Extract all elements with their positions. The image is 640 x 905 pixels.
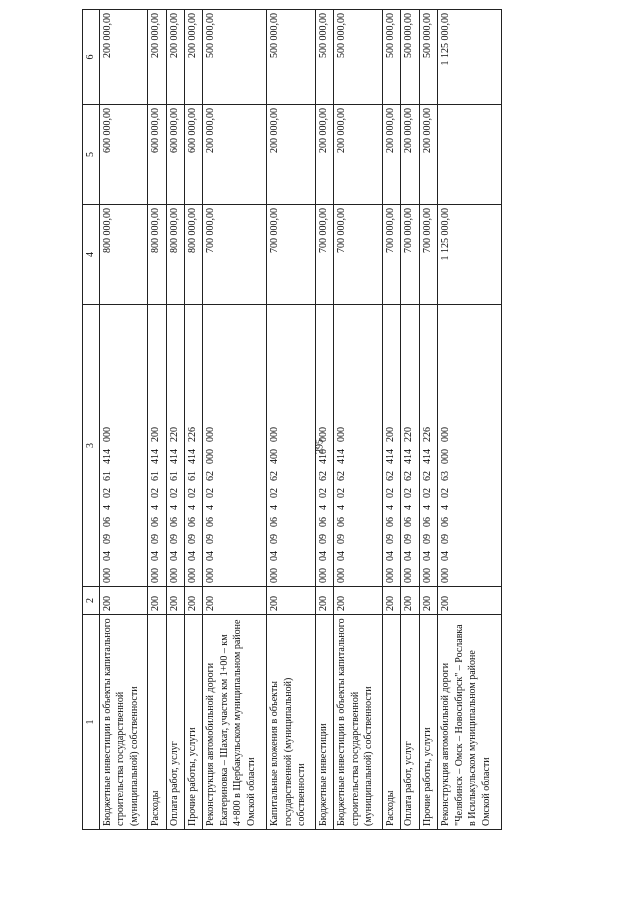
code-segment: 4 — [168, 505, 180, 510]
table-row — [401, 10, 419, 830]
header-col-5: 5 — [83, 105, 100, 205]
table-row — [334, 10, 383, 830]
code-segment: 414 — [101, 449, 113, 464]
code-segment: 220 — [403, 427, 415, 442]
code-segment: 000 — [101, 427, 113, 442]
code-segment: 04 — [205, 551, 217, 561]
row-v5: 600 000,00 — [99, 105, 148, 205]
code-segment: 09 — [421, 534, 433, 544]
code-segment: 000 — [317, 427, 329, 442]
code-segment: 000 — [440, 568, 452, 583]
row-v6: 500 000,00 — [315, 10, 333, 105]
row-col2: 200 — [203, 587, 267, 615]
row-v4: 800 000,00 — [99, 205, 148, 305]
row-col2: 200 — [267, 587, 316, 615]
code-segment: 4 — [421, 505, 433, 510]
code-segment: 02 — [403, 488, 415, 498]
code-segment: 62 — [336, 471, 348, 481]
code-segment: 000 — [336, 427, 348, 442]
table-row — [382, 10, 400, 830]
code-segment: 000 — [403, 568, 415, 583]
row-code — [334, 305, 383, 587]
row-code — [166, 305, 184, 587]
code-segment: 06 — [205, 517, 217, 527]
code-segment: 02 — [101, 488, 113, 498]
code-segment: 06 — [384, 517, 396, 527]
code-segment: 400 — [269, 449, 281, 464]
row-name: Бюджетные инвестиции — [315, 615, 333, 830]
code-segment: 61 — [101, 471, 113, 481]
code-segment: 02 — [421, 488, 433, 498]
code-segment: 62 — [421, 471, 433, 481]
code-segment: 09 — [440, 534, 452, 544]
code-segment: 04 — [403, 551, 415, 561]
row-code — [419, 305, 437, 587]
code-segment: 62 — [317, 471, 329, 481]
row-code — [315, 305, 333, 587]
row-v4: 700 000,00 — [419, 205, 437, 305]
code-segment: 06 — [403, 517, 415, 527]
row-code — [203, 305, 267, 587]
row-v5 — [438, 105, 502, 205]
row-v5: 600 000,00 — [148, 105, 166, 205]
row-v4: 800 000,00 — [185, 205, 203, 305]
row-code — [99, 305, 148, 587]
code-segment: 06 — [336, 517, 348, 527]
code-segment: 4 — [101, 505, 113, 510]
row-name: Оплата работ, услуг — [166, 615, 184, 830]
code-segment: 02 — [168, 488, 180, 498]
code-segment: 06 — [168, 517, 180, 527]
code-segment: 04 — [440, 551, 452, 561]
code-segment: 414 — [421, 449, 433, 464]
row-col2: 200 — [382, 587, 400, 615]
code-segment: 02 — [317, 488, 329, 498]
code-segment: 09 — [403, 534, 415, 544]
row-name: Прочие работы, услуги — [419, 615, 437, 830]
table-body — [99, 10, 502, 830]
code-segment: 000 — [317, 568, 329, 583]
code-segment: 09 — [101, 534, 113, 544]
row-v6: 200 000,00 — [166, 10, 184, 105]
row-col2: 200 — [401, 587, 419, 615]
code-segment: 09 — [187, 534, 198, 544]
code-segment: 000 — [269, 568, 281, 583]
row-v6: 500 000,00 — [382, 10, 400, 105]
row-v4: 700 000,00 — [382, 205, 400, 305]
table-row — [185, 10, 203, 830]
header-col-1: 1 — [83, 615, 100, 830]
row-code — [438, 305, 502, 587]
row-name: Оплата работ, услуг — [401, 615, 419, 830]
row-name: Расходы — [148, 615, 166, 830]
code-segment: 04 — [168, 551, 180, 561]
code-segment: 02 — [440, 488, 452, 498]
row-v6: 1 125 000,00 — [438, 10, 502, 105]
code-segment: 02 — [269, 488, 281, 498]
row-code — [382, 305, 400, 587]
code-segment: 62 — [205, 471, 217, 481]
code-segment: 414 — [384, 449, 396, 464]
header-col-3: 3 — [83, 305, 100, 587]
row-v4: 700 000,00 — [401, 205, 419, 305]
table-row — [419, 10, 437, 830]
code-segment: 414 — [150, 449, 162, 464]
code-segment: 4 — [384, 505, 396, 510]
code-segment: 000 — [150, 568, 162, 583]
code-segment: 61 — [187, 471, 198, 481]
code-segment: 62 — [403, 471, 415, 481]
code-segment: 02 — [336, 488, 348, 498]
code-segment: 04 — [101, 551, 113, 561]
code-segment: 06 — [440, 517, 452, 527]
code-segment: 000 — [269, 427, 281, 442]
code-segment: 000 — [205, 568, 217, 583]
row-v5: 200 000,00 — [419, 105, 437, 205]
row-col2: 200 — [438, 587, 502, 615]
row-v6: 500 000,00 — [401, 10, 419, 105]
code-segment: 04 — [317, 551, 329, 561]
code-segment: 4 — [336, 505, 348, 510]
code-segment: 09 — [384, 534, 396, 544]
row-name: Капитальные вложения в объекты государственной (муниципальной) собственности — [267, 615, 316, 830]
header-col-2: 2 — [83, 587, 100, 615]
code-segment: 410 — [317, 449, 329, 464]
row-v4: 800 000,00 — [148, 205, 166, 305]
row-v5: 200 000,00 — [315, 105, 333, 205]
code-segment: 000 — [101, 568, 113, 583]
code-segment: 04 — [421, 551, 433, 561]
row-name: Бюджетные инвестиции в объекты капитального строительства государственной (муниципальной) собственности — [99, 615, 148, 830]
code-segment: 000 — [384, 568, 396, 583]
row-name: Прочие работы, услуги — [185, 615, 203, 830]
table-row — [203, 10, 267, 830]
page-number: 295 — [314, 439, 326, 454]
code-segment: 414 — [187, 449, 198, 464]
code-segment: 04 — [187, 551, 198, 561]
code-segment: 414 — [336, 449, 348, 464]
row-col2: 200 — [99, 587, 148, 615]
row-name: Бюджетные инвестиции в объекты капитального строительства государственной (муниципальной) собственности — [334, 615, 383, 830]
code-segment: 4 — [317, 505, 329, 510]
row-v6: 200 000,00 — [99, 10, 148, 105]
code-segment: 62 — [269, 471, 281, 481]
row-v5: 200 000,00 — [382, 105, 400, 205]
code-segment: 02 — [384, 488, 396, 498]
row-v6: 500 000,00 — [334, 10, 383, 105]
row-v6: 200 000,00 — [185, 10, 203, 105]
table-row — [315, 10, 333, 830]
row-v5: 600 000,00 — [185, 105, 203, 205]
row-v5: 600 000,00 — [166, 105, 184, 205]
header-col-6: 6 — [83, 10, 100, 105]
row-code — [401, 305, 419, 587]
table-row — [99, 10, 148, 830]
table-row — [166, 10, 184, 830]
row-col2: 200 — [185, 587, 203, 615]
row-v5: 200 000,00 — [334, 105, 383, 205]
code-segment: 220 — [168, 427, 180, 442]
budget-table — [82, 9, 502, 830]
code-segment: 09 — [168, 534, 180, 544]
code-segment: 4 — [269, 505, 281, 510]
code-segment: 62 — [384, 471, 396, 481]
code-segment: 414 — [168, 449, 180, 464]
code-segment: 09 — [205, 534, 217, 544]
budget-table-container — [82, 10, 502, 830]
row-v4: 1 125 000,00 — [438, 205, 502, 305]
code-segment: 04 — [269, 551, 281, 561]
code-segment: 06 — [187, 517, 198, 527]
row-v6: 500 000,00 — [267, 10, 316, 105]
row-code — [148, 305, 166, 587]
code-segment: 4 — [150, 505, 162, 510]
code-segment: 61 — [168, 471, 180, 481]
code-segment: 09 — [150, 534, 162, 544]
code-segment: 000 — [168, 568, 180, 583]
code-segment: 000 — [440, 449, 452, 464]
code-segment: 09 — [269, 534, 281, 544]
code-segment: 06 — [269, 517, 281, 527]
row-col2: 200 — [419, 587, 437, 615]
code-segment: 000 — [421, 568, 433, 583]
code-segment: 61 — [150, 471, 162, 481]
code-segment: 000 — [440, 427, 452, 442]
row-v6: 200 000,00 — [148, 10, 166, 105]
code-segment: 09 — [317, 534, 329, 544]
row-code — [267, 305, 316, 587]
code-segment: 06 — [150, 517, 162, 527]
row-name: Реконструкция автомобильной дороги "Челябинск – Омск – Новосибирск" – Рославка в Исилькульском муниципальном районе Омской области — [438, 615, 502, 830]
row-col2: 200 — [148, 587, 166, 615]
code-segment: 04 — [384, 551, 396, 561]
row-v6: 500 000,00 — [419, 10, 437, 105]
header-row — [83, 10, 100, 830]
row-v5: 200 000,00 — [401, 105, 419, 205]
table-row — [438, 10, 502, 830]
row-name: Расходы — [382, 615, 400, 830]
row-v6: 500 000,00 — [203, 10, 267, 105]
row-col2: 200 — [315, 587, 333, 615]
code-segment: 226 — [187, 427, 198, 442]
code-segment: 000 — [336, 568, 348, 583]
code-segment: 63 — [440, 471, 452, 481]
code-segment: 06 — [317, 517, 329, 527]
row-name: Реконструкция автомобильной дороги Екатериновка – Шахат, участок км 1+00 – км 4+800 в Щербакульском муниципальном районе Омской области — [203, 615, 267, 830]
row-v5: 200 000,00 — [203, 105, 267, 205]
table-row — [267, 10, 316, 830]
code-segment: 02 — [205, 488, 217, 498]
code-segment: 02 — [187, 488, 198, 498]
code-segment: 4 — [403, 505, 415, 510]
header-col-4: 4 — [83, 205, 100, 305]
row-v4: 700 000,00 — [203, 205, 267, 305]
code-segment: 414 — [403, 449, 415, 464]
row-v4: 700 000,00 — [267, 205, 316, 305]
row-v5: 200 000,00 — [267, 105, 316, 205]
code-segment: 226 — [421, 427, 433, 442]
code-segment: 200 — [150, 427, 162, 442]
code-segment: 4 — [205, 505, 217, 510]
code-segment: 09 — [336, 534, 348, 544]
code-segment: 4 — [440, 505, 452, 510]
row-col2: 200 — [334, 587, 383, 615]
row-v4: 700 000,00 — [334, 205, 383, 305]
code-segment: 04 — [336, 551, 348, 561]
row-v4: 700 000,00 — [315, 205, 333, 305]
table-row — [148, 10, 166, 830]
code-segment: 02 — [150, 488, 162, 498]
row-v4: 800 000,00 — [166, 205, 184, 305]
row-code — [185, 305, 203, 587]
code-segment: 04 — [150, 551, 162, 561]
code-segment: 4 — [187, 505, 198, 510]
code-segment: 000 — [187, 568, 198, 583]
row-col2: 200 — [166, 587, 184, 615]
code-segment: 000 — [205, 427, 217, 442]
code-segment: 000 — [205, 449, 217, 464]
code-segment: 200 — [384, 427, 396, 442]
code-segment: 06 — [421, 517, 433, 527]
code-segment: 06 — [101, 517, 113, 527]
